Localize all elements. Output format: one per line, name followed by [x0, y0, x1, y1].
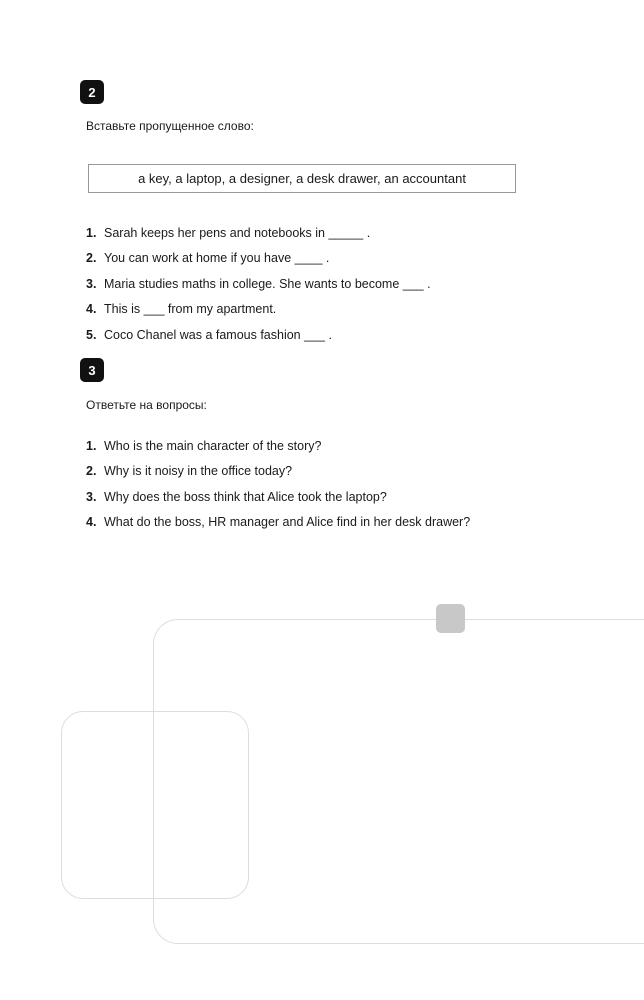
item-number: 1. [86, 438, 97, 453]
list-item [86, 510, 470, 536]
item-text: You can work at home if you have ____ . [104, 251, 330, 266]
item-number: 4. [86, 302, 97, 317]
item-text: This is ___ from my apartment. [104, 302, 277, 317]
section-2-instruction: Вставьте пропущенное слово: [86, 119, 254, 133]
list-item [86, 246, 431, 272]
item-number: 5. [86, 327, 97, 342]
item-text: What do the boss, HR manager and Alice find in her desk drawer? [104, 515, 471, 530]
list-item [86, 220, 431, 246]
item-text: Maria studies maths in college. She wants to become ___ . [104, 276, 431, 291]
item-number: 3. [86, 276, 97, 291]
list-item [86, 297, 431, 323]
item-number: 2. [86, 251, 97, 266]
item-number: 4. [86, 515, 97, 530]
section-2-badge: 2 [80, 80, 104, 104]
decorative-small-frame [61, 711, 249, 899]
list-item [86, 459, 470, 485]
item-text: Why is it noisy in the office today? [104, 464, 293, 479]
list-item [86, 484, 470, 510]
item-number: 3. [86, 489, 97, 504]
item-text: Why does the boss think that Alice took the laptop? [104, 489, 387, 504]
item-number: 1. [86, 225, 97, 240]
list-item [86, 433, 470, 459]
item-text: Coco Chanel was a famous fashion ___ . [104, 327, 332, 342]
word-bank: a key, a laptop, a designer, a desk drawer, an accountant [88, 164, 516, 193]
list-item [86, 271, 431, 297]
section-3-list [86, 433, 470, 535]
section-3-badge: 3 [80, 358, 104, 382]
item-text: Sarah keeps her pens and notebooks in _____ . [104, 225, 371, 240]
section-3-instruction: Ответьте на вопросы: [86, 398, 207, 412]
item-number: 2. [86, 464, 97, 479]
decorative-grey-square [436, 604, 465, 633]
item-text: Who is the main character of the story? [104, 438, 322, 453]
section-2-list [86, 220, 431, 348]
list-item [86, 322, 431, 348]
